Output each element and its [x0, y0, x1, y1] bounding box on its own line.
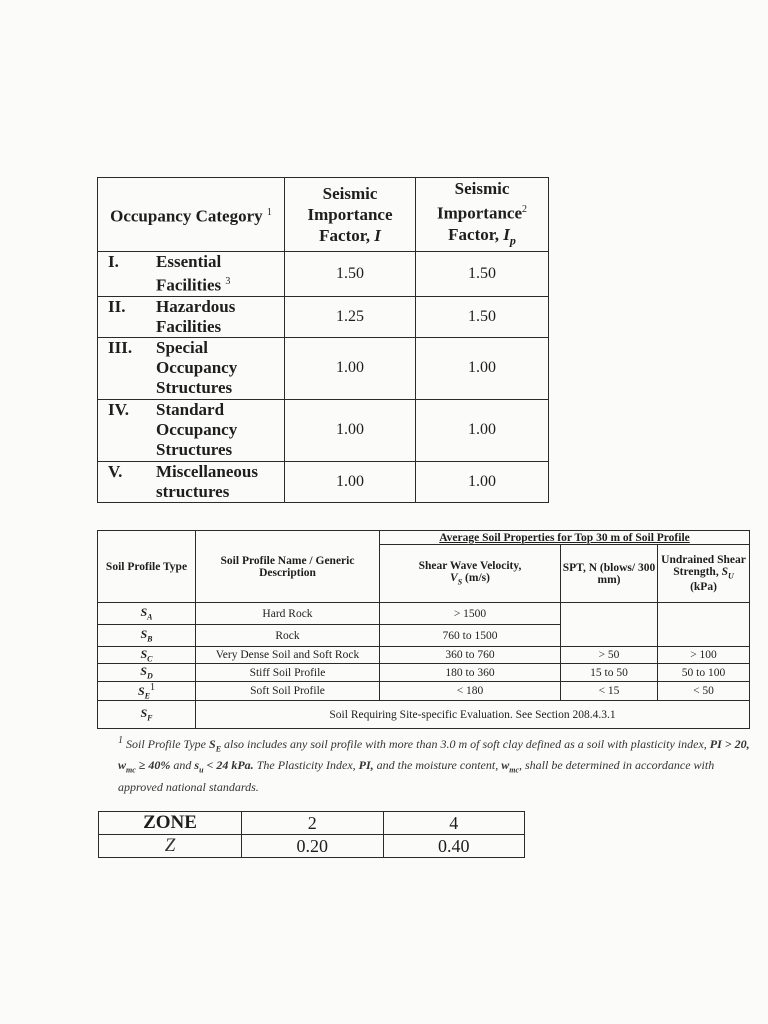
soil-symbol: S	[140, 627, 148, 642]
category-name: Miscellaneous structures	[156, 461, 258, 501]
soil-type-symbol	[98, 647, 196, 664]
importance-row	[98, 461, 549, 502]
importance-row	[98, 399, 549, 461]
z-factor-value: 0.40	[383, 835, 525, 858]
footnote-su: s	[194, 758, 200, 773]
footnote-se: S	[209, 737, 216, 751]
soil-su-value: 50 to 100	[658, 664, 750, 681]
footnote-su-value: < 24 kPa.	[206, 758, 254, 773]
footnote-pi-condition: PI > 20,	[709, 737, 750, 751]
footnote-w-sub: mc	[126, 765, 136, 775]
soil-symbol-sub: A	[147, 612, 153, 622]
category-name	[156, 252, 276, 296]
soil-su-empty	[658, 603, 750, 647]
category-numeral: I.	[108, 252, 119, 272]
factor-ip-value: 1.00	[416, 337, 549, 399]
z-factor-row	[99, 835, 525, 858]
soil-symbol-sub: F	[147, 713, 153, 723]
soil-symbol: S	[140, 664, 147, 679]
footnote-text: and the moisture content,	[376, 758, 499, 773]
soil-spt-empty	[561, 603, 658, 647]
soil-profile-table	[97, 530, 750, 729]
header-average-soil-properties: Average Soil Properties for Top 30 m of Soil Profile	[380, 531, 750, 545]
soil-spt-value: < 15	[561, 681, 658, 700]
header-ip-sub: p	[509, 233, 516, 248]
soil-vs-value: < 180	[380, 681, 561, 700]
soil-type-symbol	[98, 603, 196, 625]
soil-su-value: < 50	[658, 681, 750, 700]
soil-symbol-sub: B	[147, 634, 153, 644]
category-name: Special Occupancy Structures	[156, 337, 238, 397]
header-ip-line2: Importance	[437, 203, 522, 223]
zone-factor-table	[98, 811, 525, 858]
footnote-se-sub: E	[215, 744, 222, 754]
header-i-line3: Factor,	[319, 226, 370, 246]
soil-type-symbol	[98, 664, 196, 681]
category-cell	[98, 399, 285, 461]
header-ip-line1: Seismic	[454, 179, 510, 198]
factor-i-value: 1.50	[285, 252, 416, 297]
header-vs-symbol: V	[450, 572, 458, 585]
soil-row	[98, 701, 750, 729]
factor-ip-value: 1.00	[416, 461, 549, 502]
category-name-text: Essential Facilities	[156, 252, 222, 295]
soil-vs-value: 180 to 360	[380, 664, 561, 681]
importance-header-row	[98, 178, 549, 252]
soil-symbol: S	[140, 647, 148, 661]
header-su-text: Undrained Shear Strength,	[661, 554, 746, 579]
footnote-text: , shall be determined in accordance with approved national standards.	[118, 758, 715, 794]
soil-type-symbol	[98, 701, 196, 729]
importance-factor-table	[97, 177, 549, 503]
zone-label: ZONE	[99, 812, 242, 835]
category-cell	[98, 337, 285, 399]
header-category-text: Occupancy Category	[110, 206, 263, 226]
factor-ip-value: 1.50	[416, 252, 549, 297]
soil-row	[98, 603, 750, 625]
soil-row	[98, 647, 750, 664]
soil-name: Hard Rock	[196, 603, 380, 625]
soil-symbol: S	[140, 605, 148, 620]
z-label: Z	[99, 835, 242, 858]
importance-row	[98, 296, 549, 337]
header-ip-note-mark: 2	[521, 204, 527, 215]
factor-ip-value: 1.00	[416, 399, 549, 461]
soil-name: Soft Soil Profile	[196, 681, 380, 700]
header-soil-profile-name: Soil Profile Name / Generic Description	[196, 531, 380, 603]
header-i-line2: Importance	[307, 205, 393, 225]
footnote-pi: PI,	[358, 758, 374, 773]
soil-note-mark: 1	[150, 681, 156, 693]
header-vs-unit: (m/s)	[465, 572, 490, 585]
header-ip-line3: Factor,	[448, 224, 499, 244]
header-vs-sub: S	[457, 577, 463, 587]
soil-type-symbol	[98, 625, 196, 647]
soil-symbol-sub: D	[146, 671, 153, 681]
category-numeral: II.	[108, 296, 126, 316]
soil-vs-value: > 1500	[380, 603, 561, 625]
category-name: Hazardous Facilities	[156, 296, 236, 336]
header-su-unit: (kPa)	[690, 580, 717, 593]
header-soil-profile-type: Soil Profile Type	[98, 531, 196, 603]
zone-value: 2	[242, 812, 384, 835]
soil-group-header-row	[98, 531, 750, 545]
header-vs-text: Shear Wave Velocity,	[418, 560, 522, 573]
header-i-line1: Seismic	[322, 184, 378, 204]
footnote-su-sub: u	[199, 765, 204, 775]
footnote-w-value: ≥ 40%	[138, 758, 171, 773]
header-occupancy-category	[98, 178, 285, 252]
z-factor-value: 0.20	[242, 835, 384, 858]
footnote-wmc-sub: mc	[509, 765, 520, 775]
header-su-sub: U	[727, 571, 734, 581]
header-spt: SPT, N (blows/ 300 mm)	[561, 545, 658, 603]
soil-spt-value: > 50	[561, 647, 658, 664]
footnote-text: and	[173, 758, 192, 773]
soil-symbol: S	[137, 683, 145, 698]
header-shear-wave-velocity	[380, 545, 561, 603]
category-numeral: IV.	[108, 399, 129, 419]
category-name: Standard Occupancy Structures	[156, 399, 238, 459]
category-cell	[98, 461, 285, 502]
footnote-text: Soil Profile Type	[126, 737, 206, 751]
category-cell	[98, 252, 285, 297]
footnote-mark: 1	[118, 735, 123, 746]
importance-row	[98, 337, 549, 399]
factor-ip-value: 1.50	[416, 296, 549, 337]
soil-symbol: S	[140, 706, 148, 721]
header-seismic-importance-i	[285, 178, 416, 252]
soil-name-site-specific: Soil Requiring Site-specific Evaluation. See Section 208.4.3.1	[196, 701, 750, 729]
header-su-symbol: S	[721, 566, 728, 579]
footnote-text: also includes any soil profile with more than 3.0 m of soft clay defined as a soil with plasticity index,	[224, 737, 707, 751]
soil-symbol-sub: E	[144, 691, 151, 701]
soil-name: Rock	[196, 625, 380, 647]
importance-row	[98, 252, 549, 297]
footnote-text: The Plasticity Index,	[256, 758, 356, 773]
header-i-symbol: I	[374, 226, 381, 246]
soil-row	[98, 681, 750, 700]
soil-su-value: > 100	[658, 647, 750, 664]
header-undrained-shear-strength	[658, 545, 750, 603]
zone-value: 4	[383, 812, 525, 835]
soil-symbol-sub: C	[147, 654, 153, 664]
zone-row	[99, 812, 525, 835]
category-numeral: III.	[108, 337, 133, 357]
soil-name: Stiff Soil Profile	[196, 664, 380, 681]
factor-i-value: 1.00	[285, 337, 416, 399]
soil-type-symbol	[98, 681, 196, 700]
soil-name: Very Dense Soil and Soft Rock	[196, 647, 380, 664]
header-seismic-importance-ip	[416, 178, 549, 252]
footnote-wmc: w	[501, 758, 510, 773]
soil-row	[98, 664, 750, 681]
soil-vs-value: 360 to 760	[380, 647, 561, 664]
soil-footnote	[118, 733, 758, 795]
soil-spt-value: 15 to 50	[561, 664, 658, 681]
factor-i-value: 1.00	[285, 461, 416, 502]
category-note-mark: 3	[225, 276, 231, 288]
category-cell	[98, 296, 285, 337]
category-note-mark: 1	[266, 207, 272, 219]
factor-i-value: 1.25	[285, 296, 416, 337]
soil-vs-value: 760 to 1500	[380, 625, 561, 647]
factor-i-value: 1.00	[285, 399, 416, 461]
category-numeral: V.	[108, 461, 123, 481]
header-ip-symbol: I	[503, 224, 510, 244]
footnote-w: w	[118, 758, 127, 773]
